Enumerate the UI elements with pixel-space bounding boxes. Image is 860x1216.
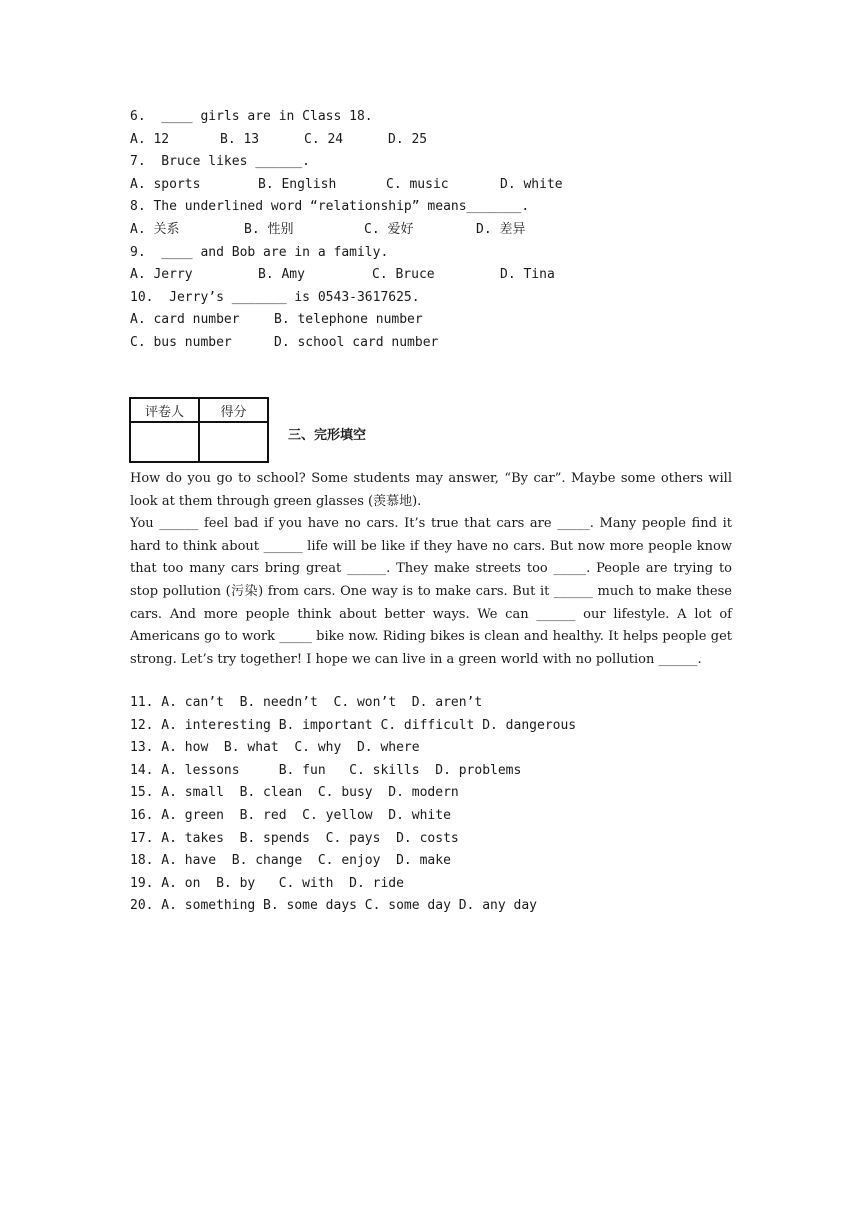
grader-cell	[130, 422, 199, 462]
option: D. 差异	[476, 221, 526, 237]
score-header: 得分	[199, 398, 268, 422]
option: C. 24	[304, 131, 344, 147]
cloze-option-18: 18. A. have B. change C. enjoy D. make	[130, 853, 451, 869]
cloze-option-19: 19. A. on B. by C. with D. ride	[130, 875, 404, 891]
option: D. white	[500, 176, 563, 192]
option: C. music	[386, 176, 449, 192]
passage-paragraph: You ______ feel bad if you have no cars. It’s true that cars are _____. Many people find it hard to think about ______ life will be like if they have no cars. But now more people know that too many cars bring great ______. They make streets too _____. People are trying to stop pollution (污染) from cars. One way is to make cars. But it ______ much to make these cars. And more people think about better ways. We can ______ our lifestyle. A lot of Americans go to work _____ bike now. Riding bikes is clean and healthy. It helps people get strong. Let’s try together! I hope we can live in a green world with no pollution ______.	[130, 516, 732, 667]
option: A. sports	[130, 176, 201, 192]
question-7-options	[130, 174, 732, 197]
option: D. 25	[388, 131, 428, 147]
option: B. 13	[220, 131, 260, 147]
cloze-option-11: 11. A. can’t B. needn’t C. won’t D. aren’t	[130, 695, 483, 710]
option: A. 关系	[130, 221, 180, 237]
score-cell	[199, 422, 268, 462]
question-8: 8. The underlined word “relationship” means_______.	[130, 199, 530, 215]
option: B. English	[258, 176, 337, 192]
option: C. 爱好	[364, 221, 414, 237]
question-7: 7. Bruce likes ______.	[130, 154, 311, 170]
cloze-option-15: 15. A. small B. clean C. busy D. modern	[130, 785, 459, 801]
question-8-options	[130, 219, 732, 242]
question-10-options-row2	[130, 332, 732, 355]
cloze-option-16: 16. A. green B. red C. yellow D. white	[130, 807, 451, 823]
option: B. 性别	[244, 221, 294, 237]
cloze-option-20: 20. A. something B. some days C. some day D. any day	[130, 898, 537, 914]
cloze-option-14: 14. A. lessons B. fun C. skills D. problems	[130, 762, 522, 778]
option: B. telephone number	[274, 312, 423, 328]
question-6-options	[130, 129, 732, 152]
question-9: 9. ____ and Bob are in a family.	[130, 244, 389, 260]
option: A. card number	[130, 312, 240, 328]
cloze-passage	[130, 468, 732, 671]
score-table	[129, 397, 269, 463]
option: B. Amy	[258, 267, 305, 283]
question-6: 6. ____ girls are in Class 18.	[130, 109, 373, 124]
option: A. Jerry	[130, 267, 193, 283]
option: C. bus number	[130, 334, 232, 350]
option: D. Tina	[500, 267, 555, 283]
option: A. 12	[130, 131, 170, 147]
cloze-option-12: 12. A. interesting B. important C. difficult D. dangerous	[130, 717, 577, 733]
option: D. school card number	[274, 334, 439, 350]
grader-header: 评卷人	[130, 398, 199, 422]
question-9-options	[130, 264, 732, 287]
question-10-options-row1	[130, 309, 732, 332]
reading-questions	[130, 106, 732, 355]
option: C. Bruce	[372, 267, 435, 283]
cloze-options	[130, 692, 732, 918]
passage-paragraph: How do you go to school? Some students may answer, “By car”. Maybe some others will look at them through green glasses (羡慕地).	[130, 471, 732, 509]
section-title: 三、完形填空	[288, 428, 367, 443]
cloze-option-13: 13. A. how B. what C. why D. where	[130, 740, 420, 756]
question-10: 10. Jerry’s _______ is 0543-3617625.	[130, 289, 420, 305]
cloze-option-17: 17. A. takes B. spends C. pays D. costs	[130, 830, 459, 846]
